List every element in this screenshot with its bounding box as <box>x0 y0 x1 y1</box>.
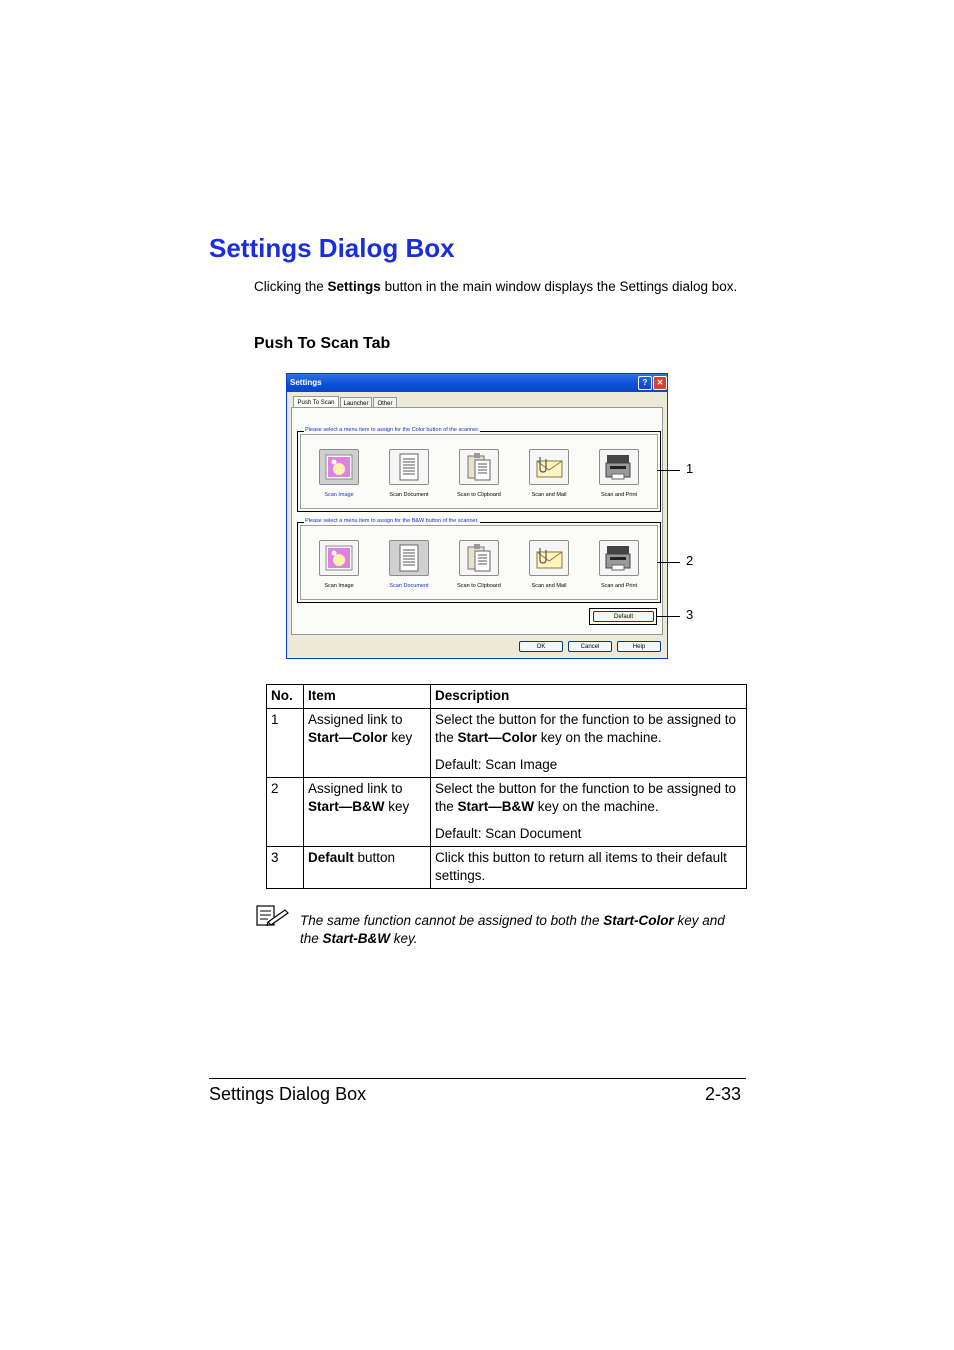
desc-pre: Select the button for the function to be assigned to the <box>435 712 736 745</box>
row-number: 2 <box>267 778 304 847</box>
description-text: Click this button to return all items to their default settings. <box>435 850 727 883</box>
color-group-caption: Please select a menu item to assign for the Color button of the scanner. <box>305 427 480 433</box>
footer-section-title: Settings Dialog Box <box>209 1084 367 1104</box>
page-number: 2-33 <box>705 1084 742 1104</box>
header-item: Item <box>304 685 431 709</box>
row-description <box>431 778 747 847</box>
help-icon: ? <box>642 378 648 387</box>
item-key: Start—B&W <box>308 799 385 814</box>
row-number: 3 <box>267 847 304 889</box>
color-option-scan-image[interactable] <box>309 449 369 498</box>
table-row <box>267 847 747 889</box>
callout-line-2 <box>657 562 680 563</box>
desc-key: Start—Color <box>457 730 538 745</box>
bw-group-caption: Please select a menu item to assign for the B&W button of the scanner. <box>305 518 479 524</box>
table-row <box>267 709 747 778</box>
scan-image-icon <box>319 540 359 576</box>
item-text: Assigned link to <box>308 781 403 796</box>
row-item <box>304 709 431 778</box>
bw-option-scan-and-print[interactable] <box>589 540 649 589</box>
ok-button[interactable]: OK <box>519 641 563 652</box>
color-option-scan-document[interactable] <box>379 449 439 498</box>
scan-image-icon <box>319 449 359 485</box>
desc-post: key on the machine. <box>534 799 659 814</box>
scan-document-icon <box>389 540 429 576</box>
header-description: Description <box>431 685 747 709</box>
color-option-scan-to-clipboard[interactable] <box>449 449 509 498</box>
dialog-title: Settings <box>290 378 322 387</box>
row-description <box>431 709 747 778</box>
scan-and-mail-icon <box>529 540 569 576</box>
scan-document-icon <box>389 449 429 485</box>
dialog-titlebar <box>287 374 667 392</box>
color-option-scan-and-print[interactable] <box>589 449 649 498</box>
bw-option-scan-document[interactable] <box>379 540 439 589</box>
note-pre: The same function cannot be assigned to both the <box>300 913 604 928</box>
option-label: Scan Image <box>324 492 354 498</box>
color-button-group <box>297 427 661 512</box>
header-no: No. <box>267 685 304 709</box>
option-label: Scan and Print <box>600 583 638 589</box>
section-heading: Push To Scan Tab <box>254 335 391 352</box>
note-text <box>300 912 740 948</box>
footer-divider <box>209 1078 746 1079</box>
bw-option-scan-image[interactable] <box>309 540 369 589</box>
scan-and-mail-icon <box>529 449 569 485</box>
note-key-bw: Start-B&W <box>322 931 391 946</box>
bw-option-scan-to-clipboard[interactable] <box>449 540 509 589</box>
option-label: Scan to Clipboard <box>457 583 501 589</box>
default-value: Default: Scan Document <box>435 826 582 841</box>
help-titlebar-button[interactable] <box>638 376 652 390</box>
item-suffix: button <box>353 850 396 865</box>
row-item <box>304 847 431 889</box>
tab-other[interactable]: Other <box>373 397 397 409</box>
note-post: key. <box>390 931 418 946</box>
description-table <box>266 684 747 889</box>
tab-push-to-scan[interactable]: Push To Scan <box>293 396 339 409</box>
help-button[interactable]: Help <box>617 641 661 652</box>
cancel-button[interactable]: Cancel <box>568 641 612 652</box>
option-label: Scan and Mail <box>531 583 567 589</box>
desc-post: key on the machine. <box>537 730 662 745</box>
item-text: Assigned link to <box>308 712 403 727</box>
note-key-color: Start-Color <box>603 913 674 928</box>
close-button[interactable] <box>653 376 667 390</box>
option-label: Scan to Clipboard <box>457 492 501 498</box>
intro-text-bold: Settings <box>327 279 381 294</box>
callout-number-2: 2 <box>686 553 694 568</box>
close-icon: ✕ <box>656 378 664 387</box>
description-text <box>435 711 742 747</box>
callout-number-3: 3 <box>686 607 694 622</box>
option-label: Scan Image <box>324 583 354 589</box>
tab-launcher[interactable]: Launcher <box>340 397 372 409</box>
callout-line-3 <box>657 616 680 617</box>
scan-and-print-icon <box>599 540 639 576</box>
option-label: Scan and Mail <box>531 492 567 498</box>
desc-key: Start—B&W <box>457 799 535 814</box>
table-row <box>267 778 747 847</box>
row-description <box>431 847 747 889</box>
option-label: Scan Document <box>389 492 429 498</box>
tab-panel <box>291 407 663 635</box>
desc-pre: Select the button for the function to be assigned to the <box>435 781 736 814</box>
settings-dialog <box>286 373 668 659</box>
note-mid: key and the <box>300 913 725 946</box>
callout-number-1: 1 <box>686 461 694 476</box>
note-pencil-icon <box>256 905 290 932</box>
page-title: Settings Dialog Box <box>209 233 455 263</box>
callout-line-1 <box>657 470 680 471</box>
bw-button-group <box>297 518 661 603</box>
description-text <box>435 780 742 816</box>
default-value: Default: Scan Image <box>435 757 558 772</box>
scan-to-clipboard-icon <box>459 540 499 576</box>
table-header-row <box>267 685 747 709</box>
color-option-scan-and-mail[interactable] <box>519 449 579 498</box>
intro-text-pre: Clicking the <box>254 279 328 294</box>
item-suffix: key <box>384 799 410 814</box>
item-suffix: key <box>387 730 413 745</box>
scan-and-print-icon <box>599 449 639 485</box>
item-key: Start—Color <box>308 730 388 745</box>
row-number: 1 <box>267 709 304 778</box>
row-item <box>304 778 431 847</box>
option-label: Scan and Print <box>600 492 638 498</box>
option-label: Scan Document <box>389 583 429 589</box>
bw-option-scan-and-mail[interactable] <box>519 540 579 589</box>
default-button[interactable]: Default <box>593 611 654 622</box>
intro-text-post: button in the main window displays the Settings dialog box. <box>380 279 738 294</box>
scan-to-clipboard-icon <box>459 449 499 485</box>
item-key: Default <box>308 850 354 865</box>
intro-paragraph <box>254 278 749 296</box>
